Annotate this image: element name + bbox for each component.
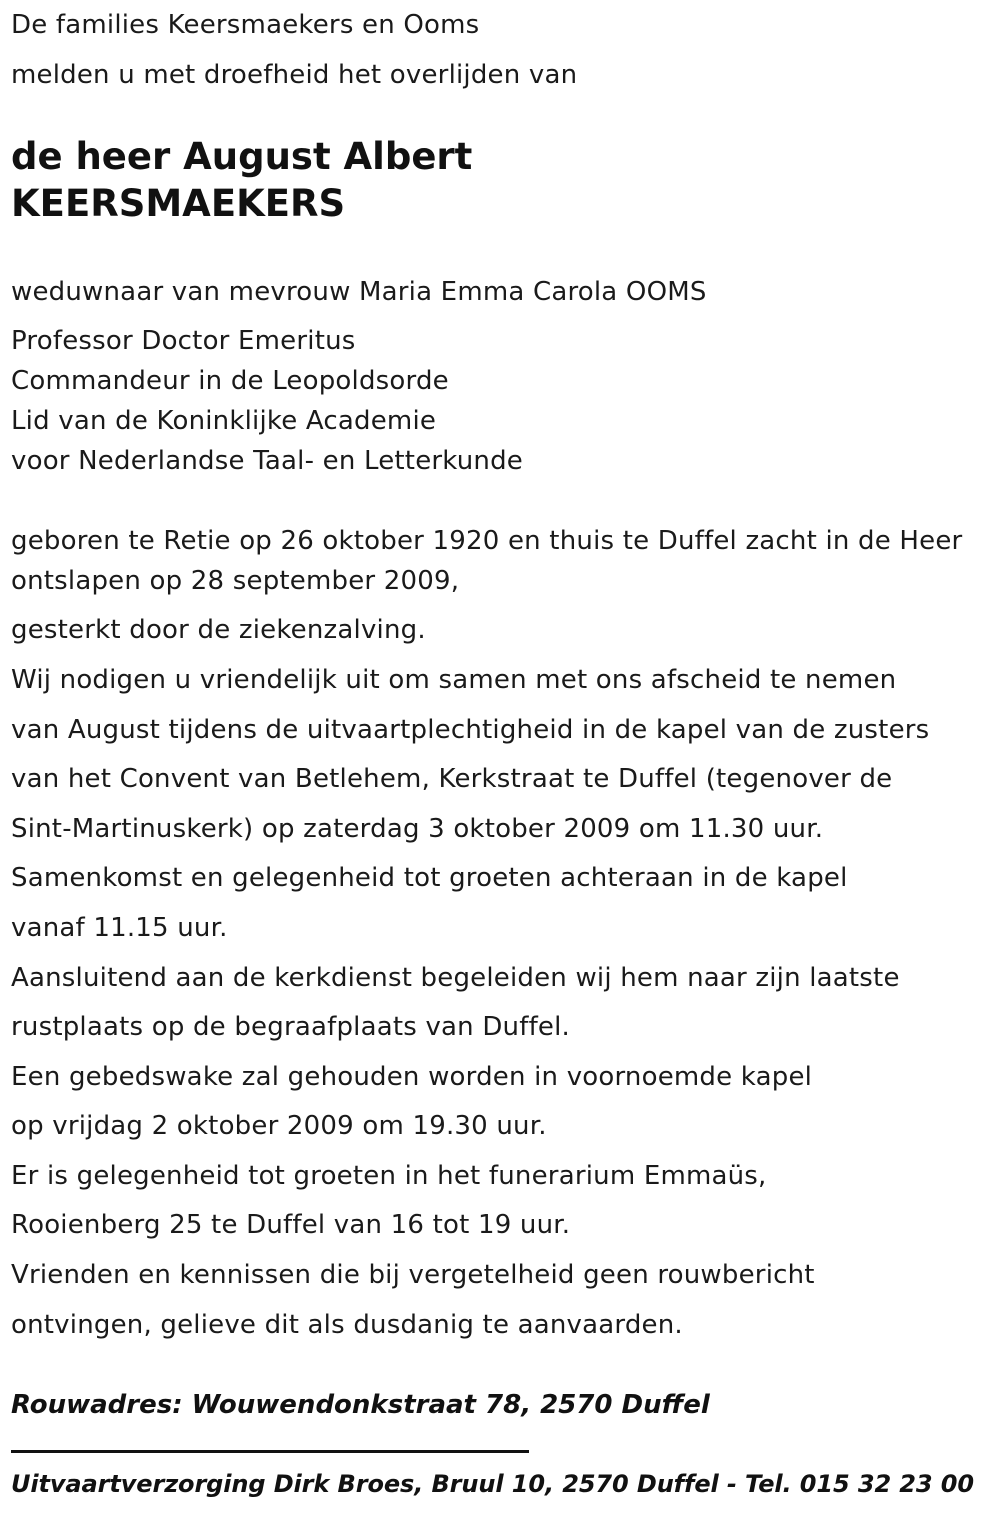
intro-announcement: melden u met droefheid het overlijden van	[11, 60, 578, 90]
body-line: van het Convent van Betlehem, Kerkstraat te Duffel (tegenover de	[11, 764, 893, 794]
title-line: Commandeur in de Leopoldsorde	[11, 366, 449, 396]
body-line: Wij nodigen u vriendelijk uit om samen met ons afscheid te nemen	[11, 665, 897, 695]
body-line: Aansluitend aan de kerkdienst begeleiden wij hem naar zijn laatste	[11, 963, 900, 993]
title-line: Professor Doctor Emeritus	[11, 326, 356, 356]
spouse-line: weduwnaar van mevrouw Maria Emma Carola OOMS	[11, 277, 707, 307]
body-line: van August tijdens de uitvaartplechtigheid in de kapel van de zusters	[11, 715, 930, 745]
body-line: Vrienden en kennissen die bij vergetelheid geen rouwbericht	[11, 1260, 815, 1290]
body-line: vanaf 11.15 uur.	[11, 913, 228, 943]
body-line: geboren te Retie op 26 oktober 1920 en thuis te Duffel zacht in de Heer	[11, 526, 963, 556]
title-line: Lid van de Koninklijke Academie	[11, 406, 437, 436]
intro-families: De families Keersmaekers en Ooms	[11, 10, 480, 40]
body-line: Er is gelegenheid tot groeten in het funerarium Emmaüs,	[11, 1161, 767, 1191]
divider	[11, 1450, 529, 1453]
body-line: Samenkomst en gelegenheid tot groeten achteraan in de kapel	[11, 863, 848, 893]
body-line: ontslapen op 28 september 2009,	[11, 566, 460, 596]
body-line: Rooienberg 25 te Duffel van 16 tot 19 uur.	[11, 1210, 571, 1240]
title-line: voor Nederlandse Taal- en Letterkunde	[11, 446, 524, 476]
funeral-director: Uitvaartverzorging Dirk Broes, Bruul 10, 2570 Duffel - Tel. 015 32 23 00	[11, 1470, 974, 1498]
body-line: Sint-Martinuskerk) op zaterdag 3 oktober 2009 om 11.30 uur.	[11, 814, 824, 844]
deceased-name-line2: KEERSMAEKERS	[11, 182, 346, 225]
body-line: op vrijdag 2 oktober 2009 om 19.30 uur.	[11, 1111, 547, 1141]
body-line: gesterkt door de ziekenzalving.	[11, 615, 426, 645]
body-line: Een gebedswake zal gehouden worden in voornoemde kapel	[11, 1062, 813, 1092]
body-line: ontvingen, gelieve dit als dusdanig te aanvaarden.	[11, 1310, 683, 1340]
mourning-address: Rouwadres: Wouwendonkstraat 78, 2570 Duffel	[11, 1390, 710, 1420]
deceased-name-line1: de heer August Albert	[11, 135, 473, 178]
body-line: rustplaats op de begraafplaats van Duffel.	[11, 1012, 571, 1042]
